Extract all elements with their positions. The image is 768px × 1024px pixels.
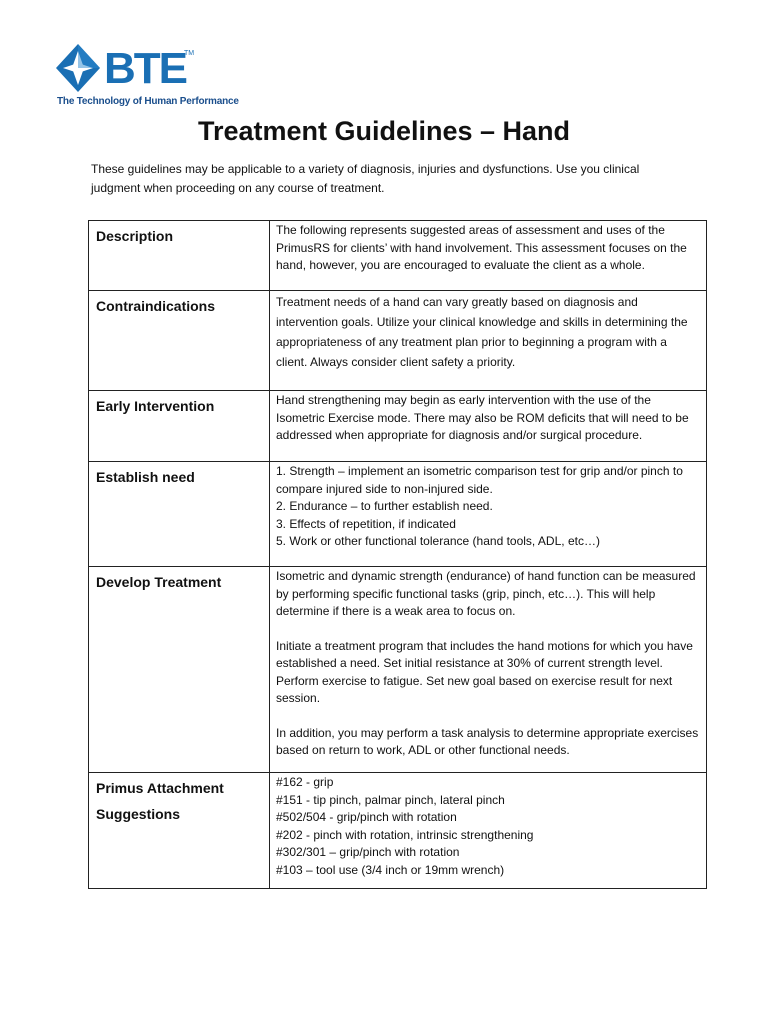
row-content-cell [270,773,707,889]
logo-tagline: The Technology of Human Performance [57,96,239,107]
list-item: 3. Effects of repetition, if indicated [276,516,456,531]
logo-wordmark: BTE [104,44,186,93]
table-row [89,462,707,567]
row-label-cell [89,221,270,291]
logo-trademark: TM [184,50,195,57]
row-content-cell [270,462,707,567]
table-row [89,773,707,889]
row-content-cell [270,391,707,462]
row-content-cell [270,291,707,391]
row-content-cell [270,567,707,773]
row-label-cell [89,462,270,567]
row-paragraph: The following represents suggested areas of assessment and uses of the PrimusRS for clients’ with hand involvement. This assessment focuses on the hand, however, you are encouraged to evaluate the client as a whole. [276,223,687,272]
row-label: Primus Attachment [96,780,224,796]
row-paragraph: Treatment needs of a hand can vary greatly based on diagnosis and intervention goals. Utilize your clinical knowledge and skills in determining the appropriateness of any treatment plan prior to beginning a program with a client. Always consider client safety a priority. [276,295,688,369]
list-item: #162 - grip [276,775,334,789]
row-paragraph: In addition, you may perform a task analysis to determine appropriate exercises based on return to work, ADL or other functional needs. [276,725,699,757]
row-label: Description [96,228,174,244]
row-paragraph: Isometric and dynamic strength (endurance) of hand function can be measured by performing specific functional tasks (grip, pinch, etc…). This will help determine if there is a weak area to focus on. [276,569,696,618]
table-row [89,391,707,462]
row-label-cell [89,391,270,462]
diamond-logo-icon [56,44,100,92]
list-item: #103 – tool use (3/4 inch or 19mm wrench) [276,862,505,877]
row-label: Early Intervention [96,398,215,414]
row-label-cell [89,773,270,889]
row-paragraph: Hand strengthening may begin as early intervention with the use of the Isometric Exercise mode. There may also be ROM deficits that will need to be addressed when appropriate for diagnosis and/or surgical procedure. [276,393,689,442]
row-label-cell [89,567,270,773]
table-row [89,567,707,773]
list-item: #202 - pinch with rotation, intrinsic strengthening [276,827,534,842]
intro-paragraph: These guidelines may be applicable to a variety of diagnosis, injuries and dysfunctions. Use you clinical judgment when proceeding on any course of treatment. [91,162,640,195]
page-title: Treatment Guidelines – Hand [197,116,571,146]
list-item: 1. Strength – implement an isometric comparison test for grip and/or pinch to compare injured side to non-injured side. [276,464,683,496]
row-content-cell [270,221,707,291]
row-paragraph: Initiate a treatment program that includes the hand motions for which you have established a need. Set initial resistance at 30% of current strength level. Perform exercise to fatigue. Set new goal based on exercise result for next session. [276,638,693,705]
guidelines-table [88,220,707,889]
list-item: #302/301 – grip/pinch with rotation [276,845,460,859]
row-label-cell [89,291,270,391]
list-item: 5. Work or other functional tolerance (hand tools, ADL, etc…) [276,534,600,548]
row-label: Establish need [96,469,195,485]
list-item: #502/504 - grip/pinch with rotation [276,810,457,824]
row-label: Develop Treatment [96,574,222,590]
row-label: Suggestions [96,806,181,822]
row-label: Contraindications [96,298,216,314]
list-item: 2. Endurance – to further establish need. [276,499,493,513]
table-row [89,291,707,391]
list-item: #151 - tip pinch, palmar pinch, lateral pinch [276,792,505,807]
table-row [89,221,707,291]
